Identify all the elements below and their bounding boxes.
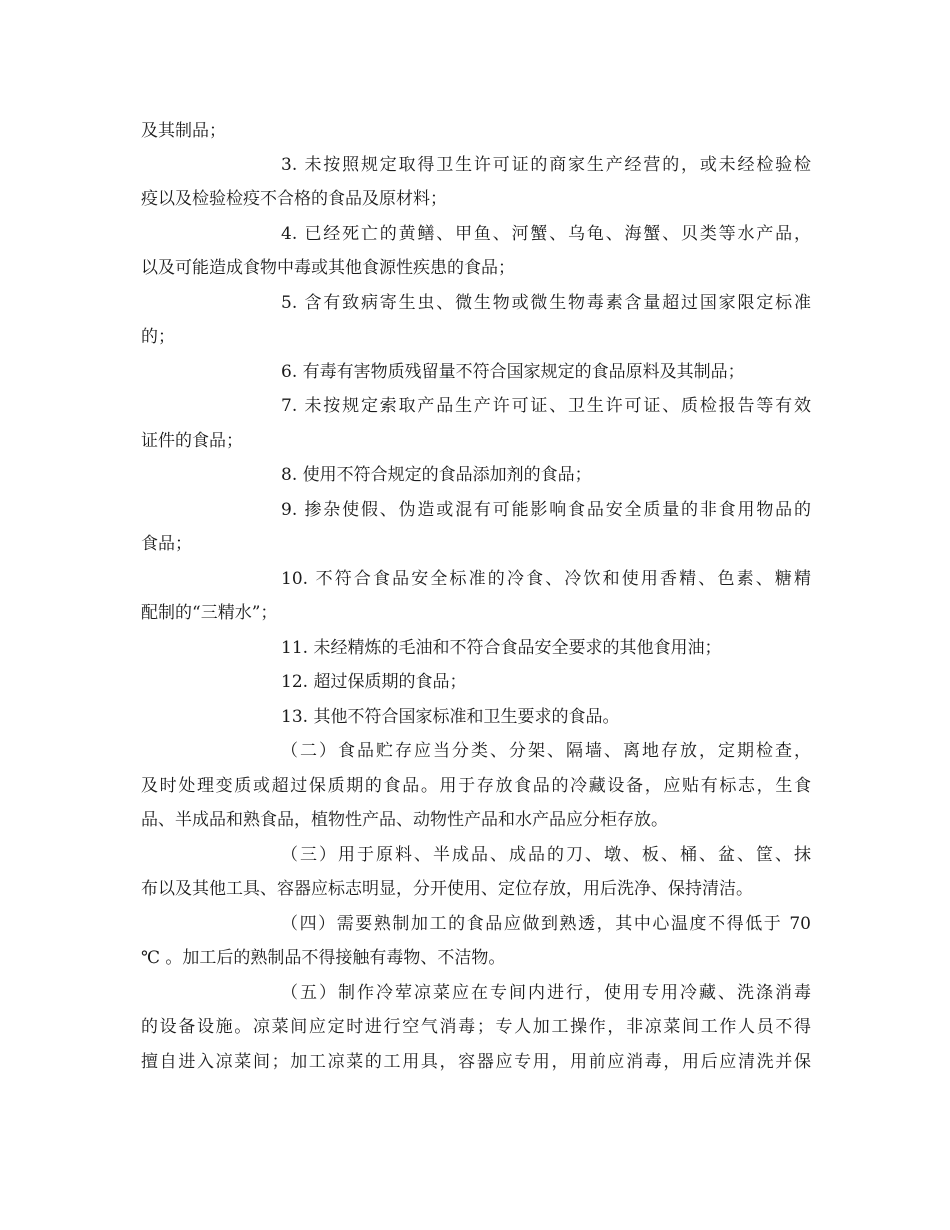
text-line: 4. 已经死亡的黄鳝、甲鱼、河蟹、乌龟、海蟹、贝类等水产品， — [281, 224, 811, 244]
text-line: 及时处理变质或超过保质期的食品。用于存放食品的冷藏设备，应贴有标志，生食 — [141, 776, 811, 796]
text-line: 3. 未按照规定取得卫生许可证的商家生产经营的，或未经检验检 — [281, 155, 811, 175]
text-line: 的设备设施。凉菜间应定时进行空气消毒；专人加工操作，非凉菜间工作人员不得 — [141, 1017, 811, 1037]
text-line: 布以及其他工具、容器应标志明显，分开使用、定位存放，用后洗净、保持清洁。 — [141, 879, 753, 899]
text-line: 8. 使用不符合规定的食品添加剂的食品； — [281, 465, 592, 485]
text-line: （二）食品贮存应当分类、分架、隔墙、离地存放，定期检查， — [281, 741, 811, 761]
text-line: 及其制品； — [141, 121, 226, 141]
text-line: 以及可能造成食物中毒或其他食源性疾患的食品； — [141, 258, 515, 278]
text-line: 5. 含有致病寄生虫、微生物或微生物毒素含量超过国家限定标准 — [281, 293, 811, 313]
text-line: 6. 有毒有害物质残留量不符合国家规定的食品原料及其制品； — [281, 362, 745, 382]
text-line: 配制的“三精水”； — [141, 603, 278, 623]
text-line: 擅自进入凉菜间；加工凉菜的工用具，容器应专用，用前应消毒，用后应清洗并保 — [141, 1052, 811, 1072]
text-line: （三）用于原料、半成品、成品的刀、墩、板、桶、盆、筐、抹 — [281, 845, 811, 865]
text-line: （五）制作冷荤凉菜应在专间内进行，使用专用冷藏、洗涤消毒 — [281, 983, 811, 1003]
text-line: 的； — [141, 327, 175, 347]
text-line: 证件的食品； — [141, 431, 243, 451]
text-line: ℃ 。加工后的熟制品不得接触有毒物、不洁物。 — [141, 948, 506, 968]
text-line: 品、半成品和熟食品，植物性产品、动物性产品和水产品应分柜存放。 — [141, 810, 668, 830]
text-line: （四）需要熟制加工的食品应做到熟透，其中心温度不得低于 70 — [281, 914, 811, 934]
text-line: 12. 超过保质期的食品； — [281, 672, 467, 692]
text-line: 食品； — [141, 534, 192, 554]
text-line: 9. 掺杂使假、伪造或混有可能影响食品安全质量的非食用物品的 — [281, 500, 811, 520]
text-line: 7. 未按规定索取产品生产许可证、卫生许可证、质检报告等有效 — [281, 396, 811, 416]
text-line: 疫以及检验检疫不合格的食品及原材料； — [141, 189, 447, 209]
text-line: 11. 未经精炼的毛油和不符合食品安全要求的其他食用油； — [281, 638, 722, 658]
text-line: 10. 不符合食品安全标准的冷食、冷饮和使用香精、色素、糖精 — [281, 569, 811, 589]
text-line: 13. 其他不符合国家标准和卫生要求的食品。 — [281, 707, 620, 727]
